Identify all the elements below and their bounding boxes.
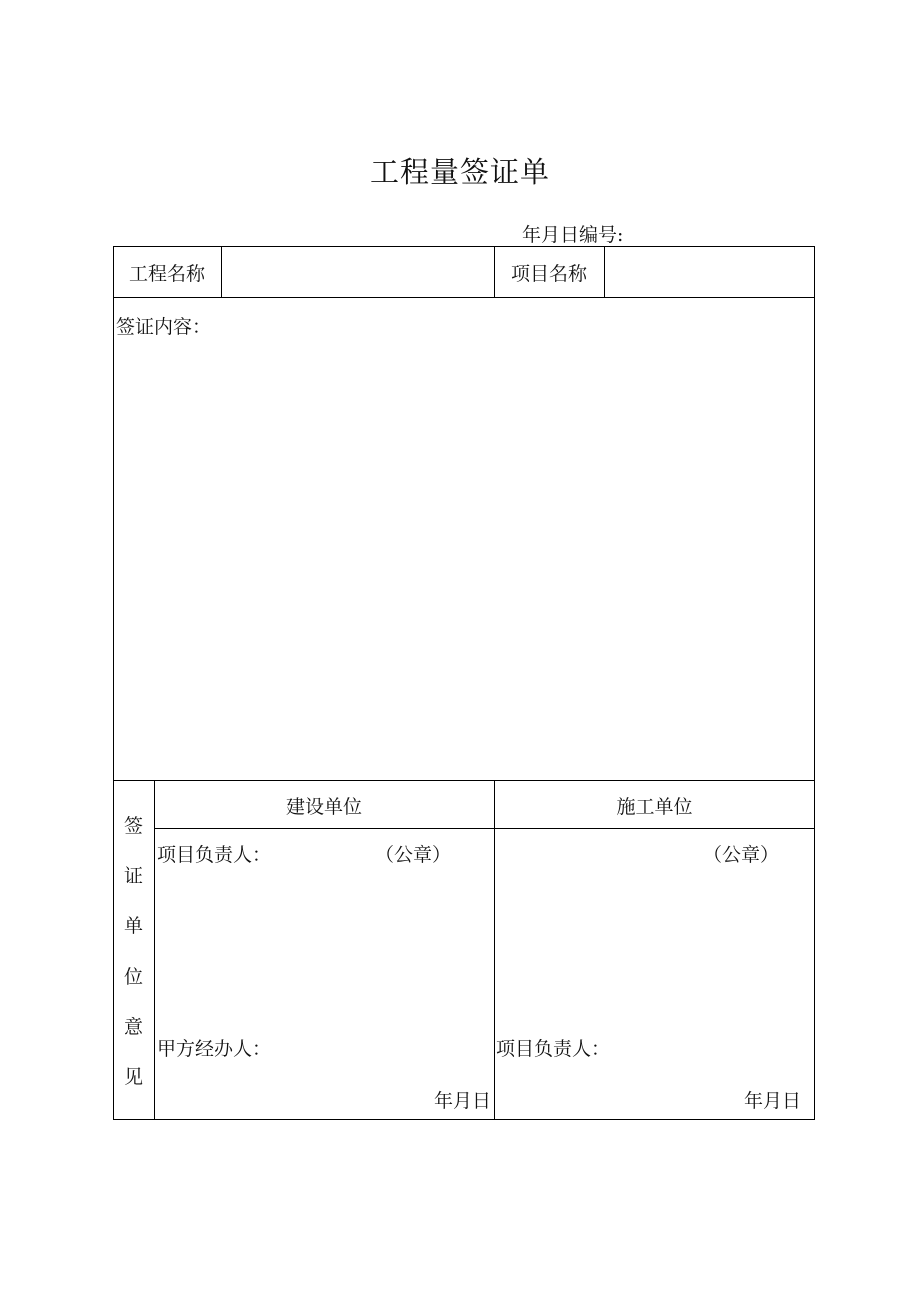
builder-seal-label: （公章）	[375, 844, 452, 866]
builder-unit-header: 建设单位	[285, 796, 362, 818]
border-top	[113, 246, 815, 247]
document-title: 工程量签证单	[369, 155, 550, 189]
side-label-char: 见	[123, 1065, 143, 1088]
side-label-char: 证	[123, 865, 143, 888]
side-label-divider	[154, 780, 155, 1120]
row1-divider-3	[604, 246, 605, 298]
date-and-number: 年月日编号:	[522, 224, 624, 246]
row1-bottom-line	[113, 297, 815, 298]
builder-handler-label: 甲方经办人：	[157, 1038, 272, 1060]
project-name-label: 工程名称	[128, 263, 205, 285]
unit-opinion-side-label	[113, 780, 154, 1120]
side-label-char: 意	[123, 1015, 143, 1038]
units-divider	[494, 780, 495, 1120]
visa-form-table	[113, 246, 815, 1120]
item-name-label: 项目名称	[510, 263, 587, 285]
contractor-project-manager-label: 项目负责人：	[496, 1038, 611, 1060]
content-bottom-line	[113, 780, 815, 781]
builder-date-label: 年月日	[433, 1090, 491, 1112]
contractor-unit-header: 施工单位	[616, 796, 693, 818]
unit-header-bottom-line	[154, 828, 815, 829]
builder-project-manager-label: 项目负责人：	[157, 844, 272, 866]
row1-divider-1	[221, 246, 222, 298]
visa-content-area[interactable]	[116, 342, 806, 772]
side-label-char: 单	[123, 915, 143, 938]
contractor-seal-label: （公章）	[703, 844, 780, 866]
side-label-char: 位	[123, 965, 143, 988]
border-bottom	[113, 1119, 815, 1120]
visa-content-label: 签证内容：	[116, 316, 212, 338]
side-label-char: 签	[123, 815, 143, 838]
border-right	[814, 246, 815, 1120]
contractor-date-label: 年月日	[743, 1090, 801, 1112]
